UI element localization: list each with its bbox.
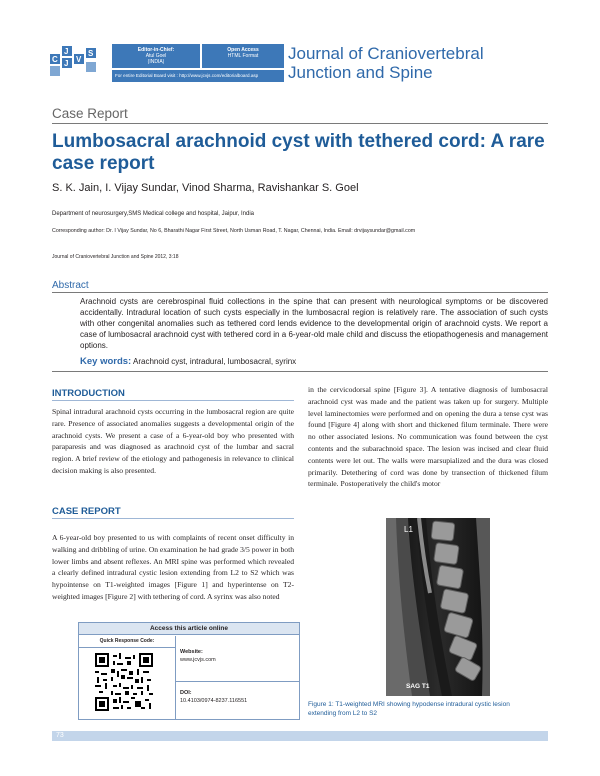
website-link[interactable]: www.jcvjs.com	[180, 657, 216, 663]
divider	[52, 400, 294, 401]
citation: Journal of Craniovertebral Junction and Spine 2012, 3:18	[52, 254, 179, 260]
abstract-heading: Abstract	[52, 280, 89, 291]
access-box-title: Access this article online	[79, 623, 299, 635]
abstract-text: Arachnoid cysts are cerebrospinal fluid collections in the spine that can present with neurological symptoms or be discovered accidentally. Intradural location of such cysts especially in the lumbosacral region is relatively rare. The association of such cysts with other congenital anomalies such as tethered cord lends evidence to the developmental origin of arachnoid cysts. We report a case of lumbosacral arachnoid cyst with tethered cord in a 6-year-old male child and discuss the etiopathogenesis and management options.	[80, 297, 548, 350]
intro-text: Spinal intradural arachnoid cysts occurring in the lumbosacral region are quite rare. Presence of associated anomalies suggests a developmental origin of the arachnoid cysts. We present a case of a 6-year-old boy who presented with paraparesis and was diagnosed as arachnoid cyst of the lumbar and sacral region. A brief review of the etiology and pathogenesis in relevance to clinical decision making is also presented.	[52, 407, 294, 475]
mri-label-sag: SAG T1	[406, 683, 430, 690]
doi-value[interactable]: 10.4103/0974-8237.116551	[180, 698, 248, 704]
doi-cell	[176, 683, 299, 719]
article-type: Case Report	[52, 106, 128, 121]
svg-text:S: S	[88, 49, 94, 58]
divider	[52, 371, 548, 372]
editor-box	[112, 44, 200, 68]
doi-label: DOI:	[180, 690, 192, 696]
keywords-label: Key words:	[80, 356, 132, 367]
affiliation: Department of neurosurgery,SMS Medical college and hospital, Jaipur, India	[52, 211, 254, 217]
svg-text:J: J	[64, 47, 69, 56]
keywords	[80, 356, 296, 367]
keywords-list: Arachnoid cyst, intradural, lumbosacral, syrinx	[133, 357, 297, 366]
format-label: HTML Format	[227, 53, 259, 59]
svg-text:J: J	[64, 59, 69, 68]
svg-text:C: C	[52, 55, 58, 64]
corresponding-author: Corresponding author: Dr. I Vijay Sundar, No 6, Bharathi Nagar First Street, North Usman Road, T. Nagar, Chennai, India. Email: drvijaysundar@gmail.com	[52, 228, 416, 234]
access-box	[78, 622, 300, 720]
mri-label-l1: L1	[404, 525, 413, 534]
svg-text:V: V	[76, 55, 82, 64]
mri-figure	[386, 518, 490, 696]
divider	[52, 292, 548, 293]
journal-logo	[44, 40, 106, 80]
footer-bar	[52, 731, 548, 741]
article-title: Lumbosacral arachnoid cyst with tethered cord: A rare case report	[52, 131, 545, 174]
figure-caption: Figure 1: T1-weighted MRI showing hypodense intradural cystic lesion extending from L2 to S2	[308, 701, 510, 717]
website-cell	[176, 636, 299, 682]
qr-label: Quick Response Code:	[79, 636, 176, 648]
intro-heading: INTRODUCTION	[52, 388, 125, 399]
editor-country: (INDIA)	[147, 59, 165, 65]
right-column-text: in the cervicodorsal spine [Figure 3]. A tentative diagnosis of lumbosacral arachnoid cyst was made and the patient was taken up for surgery. Multiple level laminectomies were performed and on opening the dura a tense cyst was found [Figure 4] along with short and thickened filum terminale. There were no other associated lesions. No communication was found between the cyst contents and the subarachnoid space. The lesion was incised and clear fluid contents were let out. The walls were marsupialized and the dura was closed primarily. Detethering of cord was done by transection of thickened filum terminale. Postoperatively the child's motor	[308, 385, 548, 489]
editor-name: Atul Goel	[145, 53, 167, 59]
case-report-heading: CASE REPORT	[52, 506, 121, 517]
authors: S. K. Jain, I. Vijay Sundar, Vinod Sharma, Ravishankar S. Goel	[52, 182, 359, 194]
qr-cell	[79, 647, 176, 719]
editor-label: Editor-in-Chief:	[137, 47, 175, 53]
page-number: 73	[56, 732, 64, 739]
access-type: Open Access	[227, 47, 259, 53]
divider	[52, 518, 294, 519]
editorial-board-link[interactable]: For entire Editorial Board visit : http://www.jcvjs.com/editorialboard.asp	[112, 70, 284, 82]
journal-name: Journal of Craniovertebral Junction and Spine	[288, 44, 484, 82]
case-report-text: A 6-year-old boy presented to us with complaints of recent onset difficulty in walking and dribbling of urine. On examination he had grade 3/5 power in both lower limbs and absent reflexes. An MRI spine was performed which revealed a clearly defined intradural cystic lesion extending from L2 to S2 which was hypointense on T1-weighted images [Figure 1] and hyperintense on T2-weighted images [Figure 2] with tethering of cord. A syrinx was also noted	[52, 533, 294, 601]
open-access-box	[202, 44, 284, 68]
website-label: Website:	[180, 649, 203, 655]
divider	[52, 123, 548, 124]
qr-code-icon[interactable]	[95, 653, 153, 711]
